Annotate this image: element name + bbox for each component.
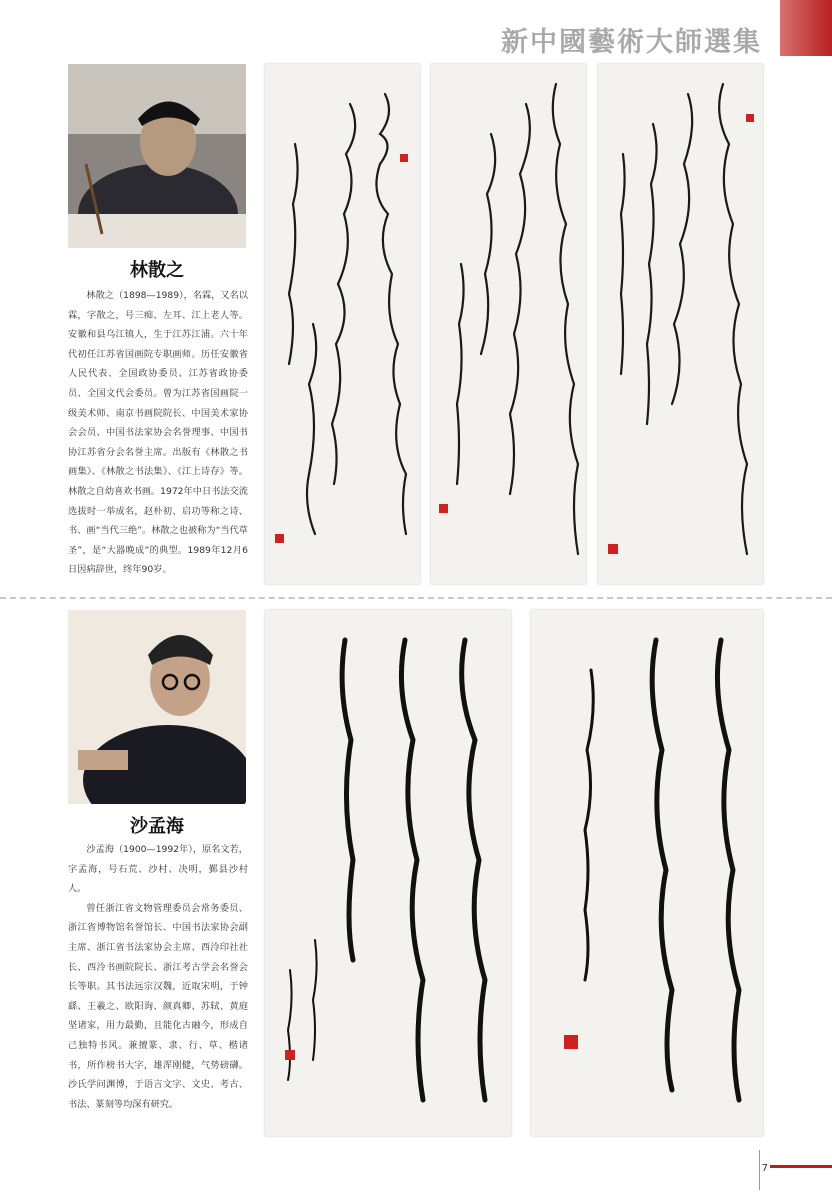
calligraphy-scroll-lin-1 bbox=[265, 64, 420, 584]
bio-paragraph: 沙孟海（1900—1992年），原名文若，字孟海，号石荒、沙村、决明，鄞县沙村人。 bbox=[68, 844, 248, 895]
bio-paragraph: 曾任浙江省文物管理委员会常务委员、浙江省博物馆名誉馆长、中国书法家协会副主席、浙江省书法家协会主席、西泠印社社长、西泠书画院院长、浙江考古学会名誉会长等职。其书法远宗汉魏，近取宋明，于钟繇、王羲之、欧阳询、颜真卿、苏轼、黄庭坚诸家，用力最勤，且能化古融今，形成自己独特书风。兼擅篆、隶、行、草、楷诸书，所作榜书大字，雄浑刚健，气势磅礴。沙氏学问渊博，于语言文字、文史、考古、书法、篆刻等均深有研究。 bbox=[68, 902, 248, 1110]
footer-accent-line bbox=[770, 1165, 832, 1168]
calligraphy-scroll-lin-2 bbox=[431, 64, 586, 584]
calligraphy-scroll-sha-2 bbox=[531, 610, 763, 1136]
artist-bio bbox=[68, 286, 248, 580]
collection-title: 新中國藝術大師選集 bbox=[501, 27, 762, 58]
artist-name: 林散之 bbox=[130, 260, 184, 281]
artist-name: 沙孟海 bbox=[130, 816, 184, 837]
artist-photo-lin-sanzhi bbox=[68, 64, 246, 248]
header-accent-bar bbox=[780, 0, 832, 56]
artist-photo-sha-menghai bbox=[68, 610, 246, 804]
artist-bio bbox=[68, 840, 248, 1114]
calligraphy-scroll-lin-3 bbox=[598, 64, 763, 584]
bio-paragraph: 林散之（1898—1989），名霖，又名以霖，字散之，号三痴、左耳、江上老人等。安徽和县乌江镇人，生于江苏江浦。六十年代初任江苏省国画院专职画师。历任安徽省人民代表、全国政协委员、江苏省政协委员、全国文代会委员。曾为江苏省国画院一级美术师、南京书画院院长、中国美术家协会会员、中国书法家协会名誉理事、中国书协江苏省分会名誉主席。出版有《林散之书画集》、《林散之书法集》、《江上诗存》等。林散之自幼喜欢书画。1972年中日书法交流选拔时一举成名，赵朴初、启功等称之诗、书、画“当代三绝”。林散之也被称为“当代草圣”，是“大器晚成”的典型。1989年12月6日因病辞世，终年90岁。 bbox=[68, 290, 248, 576]
page-number: 7 bbox=[761, 1163, 768, 1174]
section-divider bbox=[0, 597, 832, 599]
calligraphy-scroll-sha-1 bbox=[265, 610, 511, 1136]
footer-divider bbox=[759, 1150, 760, 1190]
